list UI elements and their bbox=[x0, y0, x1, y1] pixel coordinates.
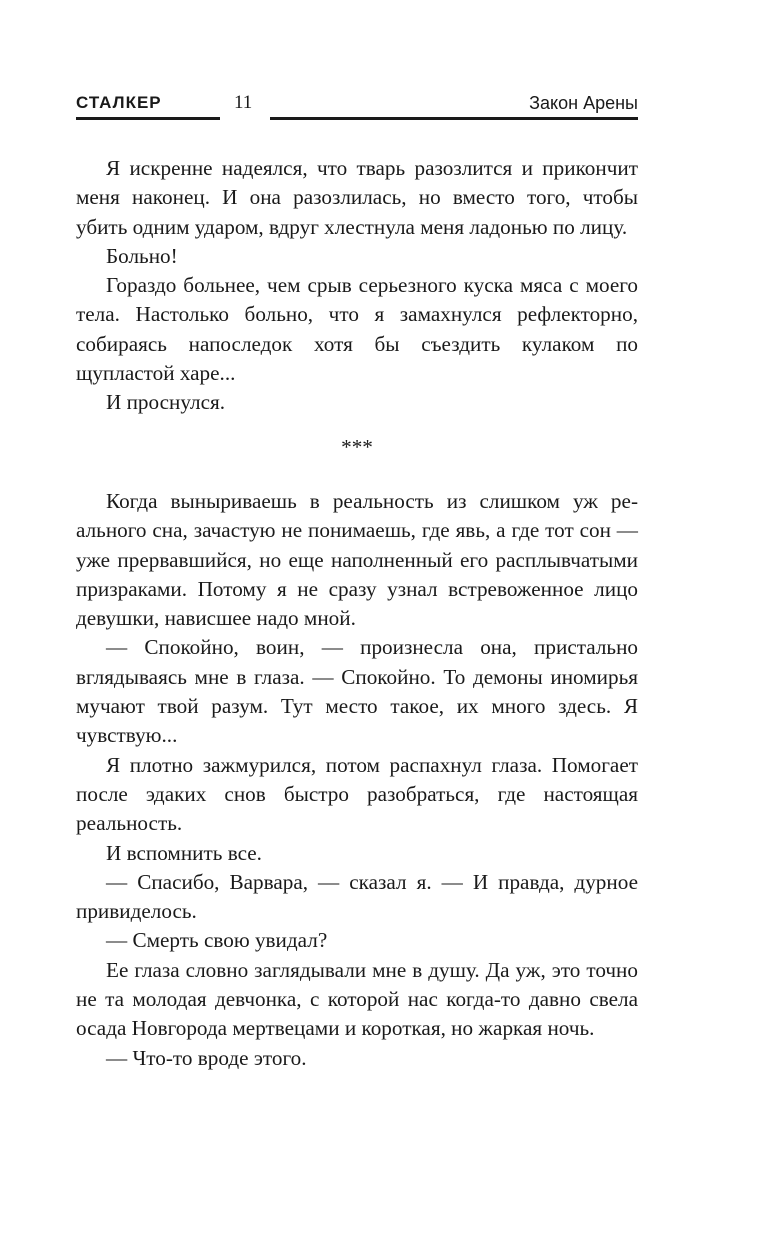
page-number: 11 bbox=[234, 92, 253, 113]
paragraph: Я искренне надеялся, что тварь разозлится и прикончит меня наконец. И она разозлилась, но вместо того, чтобы убить одним ударом, вдруг хлестнула меня ладонью по лицу. bbox=[76, 156, 638, 239]
book-title: Закон Арены bbox=[529, 93, 638, 113]
paragraph: И вспомнить все. bbox=[106, 840, 262, 865]
body-text bbox=[76, 154, 638, 1073]
paragraph: И проснулся. bbox=[106, 390, 226, 415]
paragraph: — Что-то вроде этого. bbox=[106, 1045, 307, 1070]
running-header bbox=[76, 92, 638, 124]
paragraph: — Смерть свою увидал? bbox=[106, 928, 328, 953]
header-rule-left bbox=[76, 117, 220, 120]
section-separator: *** bbox=[341, 434, 373, 459]
paragraph: Когда выныриваешь в реальность из слишком уж реального сна, зачастую не понимаешь, где явь, а где тот сон — уже прервавшийся, но еще наполненный его расплывчатыми призраками. Потому я не сразу узнал встревоженное лицо девушки, нависшее надо мной. bbox=[76, 488, 638, 631]
paragraph: — Спасибо, Варвара, — сказал я. — И правда, дурное привиделось. bbox=[76, 869, 638, 924]
paragraph: — Спокойно, воин, — произнесла она, пристально вглядываясь мне в глаза. — Спокойно. То демоны иномирья мучают твой разум. Тут место такое, их много здесь. Я чувствую... bbox=[76, 635, 638, 748]
paragraph: Гораздо больнее, чем срыв серьезного куска мяса с моего тела. Настолько больно, что я замахнулся рефлекторно, собираясь напоследок хотя бы съездить кулаком по щупластой харе... bbox=[76, 273, 638, 386]
header-rule-right bbox=[270, 117, 638, 120]
series-name: СТАЛКЕР bbox=[76, 93, 162, 112]
paragraph: Я плотно зажмурился, потом распахнул глаза. Помогает после эдаких снов быстро разобраться, где настоящая реальность. bbox=[76, 752, 638, 836]
paragraph: Ее глаза словно заглядывали мне в душу. Да уж, это точно не та молодая девчонка, с которой нас когда-то давно свела осада Новгорода мертвецами и короткая, но жаркая ночь. bbox=[76, 957, 638, 1041]
paragraph: Больно! bbox=[106, 243, 178, 268]
